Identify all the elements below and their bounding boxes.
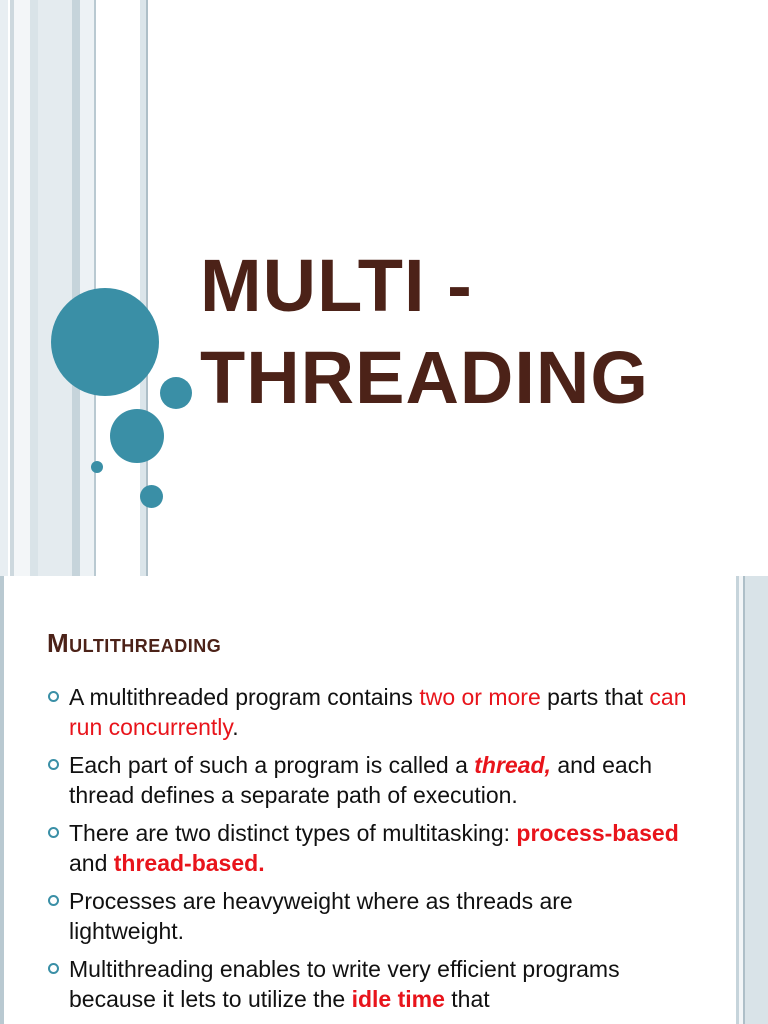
- decor-circle-medium: [110, 409, 164, 463]
- bullet-text: Multithreading enables to write very efficient programs because it lets to utilize the: [69, 956, 620, 1012]
- decor-circle-tiny: [91, 461, 103, 473]
- bullet-text: parts that: [540, 684, 650, 710]
- bullet-highlight: two or more: [419, 684, 541, 710]
- hollow-circle-bullet-icon: [48, 759, 59, 770]
- bullet-text: that: [444, 986, 490, 1012]
- title-line-1: MULTI -: [200, 244, 473, 327]
- bullet-highlight: thread-based.: [113, 850, 265, 876]
- bullet-text: and each thread defines a separate path of execution.: [69, 752, 652, 808]
- decor-stripe: [0, 576, 4, 1024]
- bullet-highlight: thread,: [474, 752, 551, 778]
- hollow-circle-bullet-icon: [48, 963, 59, 974]
- bullet-item: [47, 818, 687, 878]
- section-heading: Multithreading: [47, 628, 222, 658]
- bullet-item: [47, 682, 687, 742]
- decor-stripe: [14, 0, 30, 576]
- decor-stripe: [80, 0, 94, 576]
- decor-circle-small: [140, 485, 163, 508]
- hollow-circle-bullet-icon: [48, 827, 59, 838]
- slide-title: [200, 240, 760, 424]
- bullet-text: Processes are heavyweight where as threads are lightweight.: [69, 888, 573, 944]
- bullet-text: Each part of such a program is called a: [69, 752, 475, 778]
- bullet-item: [47, 750, 687, 810]
- hollow-circle-bullet-icon: [48, 895, 59, 906]
- decor-stripe: [745, 576, 768, 1024]
- bullet-text: A multithreaded program contains: [69, 684, 420, 710]
- decor-stripe: [72, 0, 80, 576]
- bullet-highlight: can run concurrently: [69, 684, 687, 740]
- bullet-text: and: [69, 850, 114, 876]
- bullet-text: .: [232, 714, 239, 740]
- bullet-item: [47, 954, 687, 1014]
- title-line-2: THREADING: [200, 336, 649, 419]
- decor-circle-small: [160, 377, 192, 409]
- hollow-circle-bullet-icon: [48, 691, 59, 702]
- decor-stripe: [30, 0, 38, 576]
- decor-circle-large: [51, 288, 159, 396]
- bullet-list: [47, 682, 687, 1022]
- bullet-highlight: process-based: [516, 820, 679, 846]
- decor-stripe: [38, 0, 72, 576]
- decor-stripe: [0, 0, 8, 576]
- content-slide: [0, 576, 768, 1024]
- bullet-text: There are two distinct types of multitasking:: [69, 820, 517, 846]
- bullet-item: [47, 886, 687, 946]
- bullet-highlight: idle time: [351, 986, 445, 1012]
